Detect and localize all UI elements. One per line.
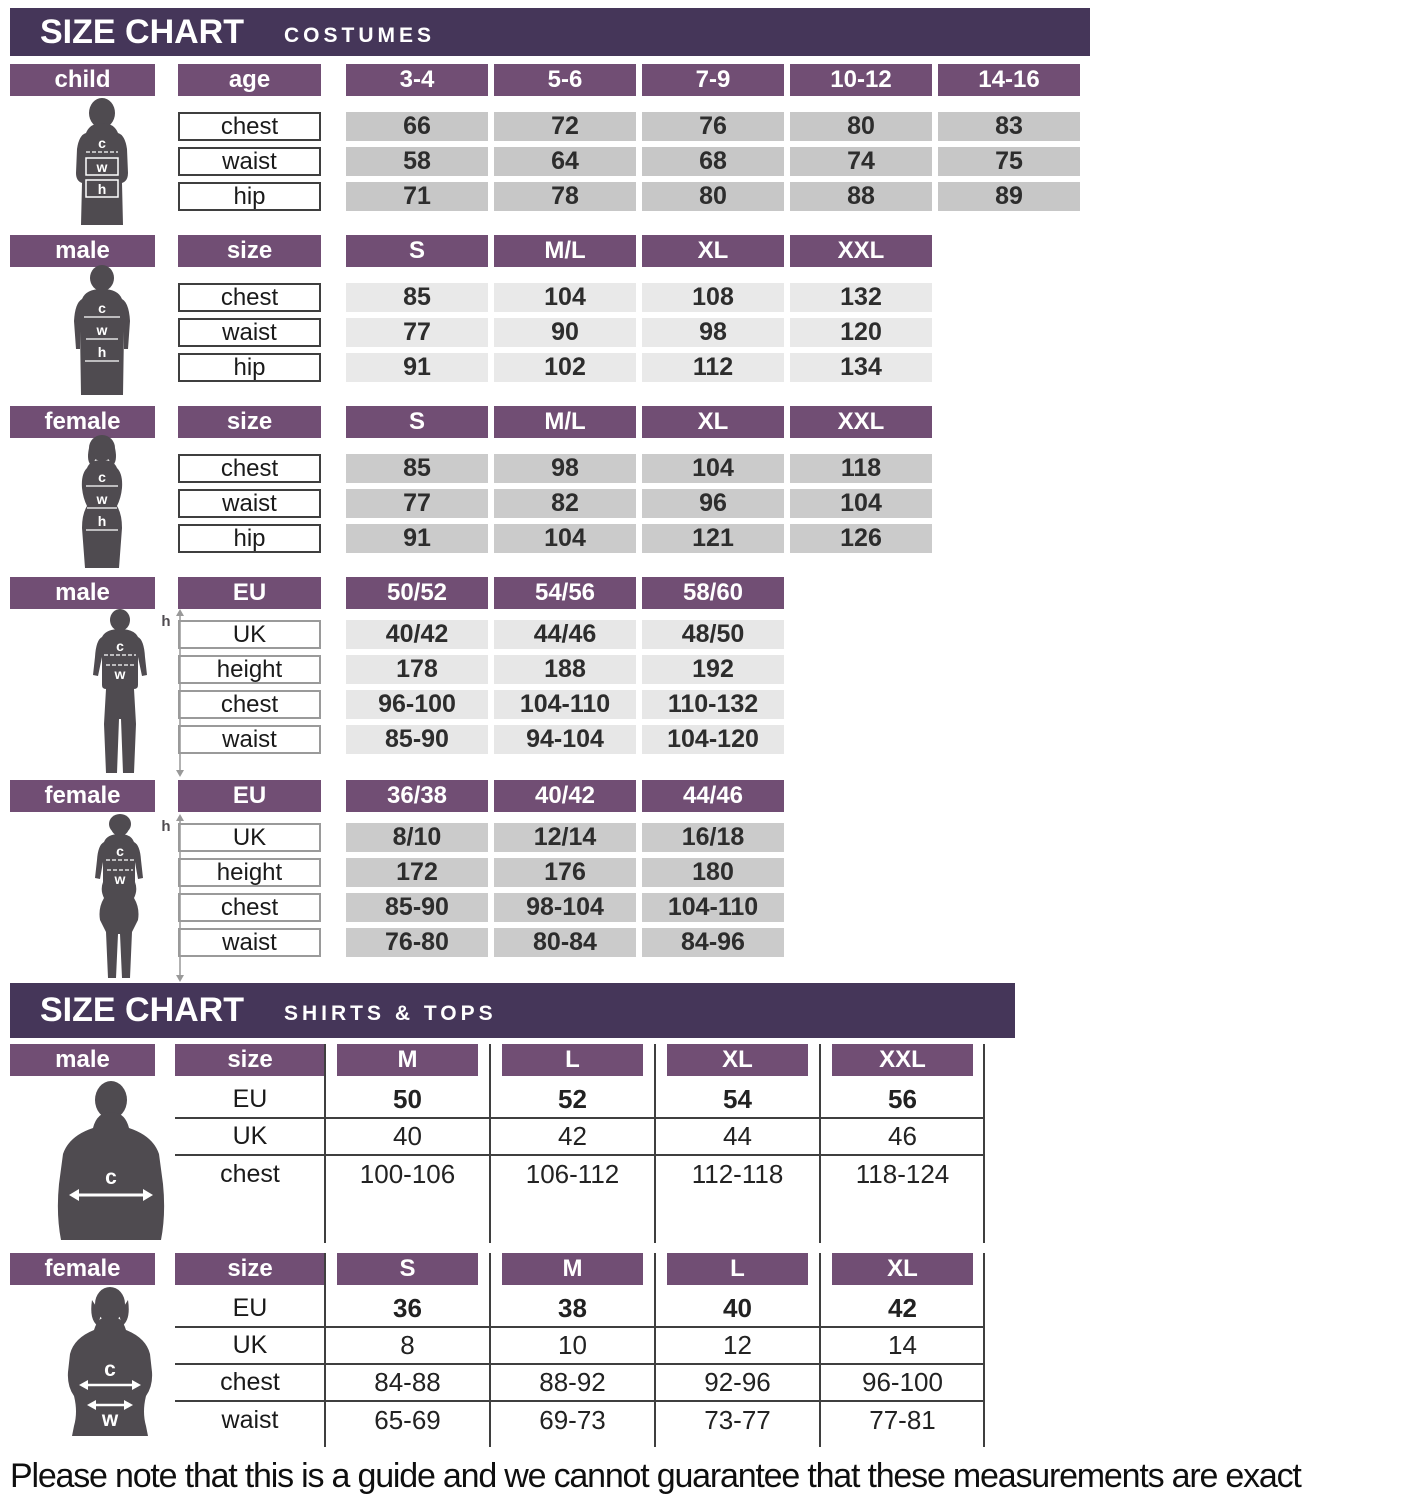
data-cell: 72 <box>494 112 636 141</box>
data-cell: 89 <box>938 182 1080 211</box>
table-row <box>10 283 1415 312</box>
table-row <box>175 1156 985 1193</box>
column-divider-line <box>819 1253 821 1447</box>
svg-text:h: h <box>161 818 171 835</box>
female-costumes-table <box>10 406 1415 553</box>
child-costumes-table <box>10 64 1415 211</box>
disclaimer-note: Please note that this is a guide and we cannot guarantee that these measurements are exact <box>10 1457 1301 1495</box>
data-cell: 64 <box>494 147 636 176</box>
column-header: 3-4 <box>346 64 488 96</box>
data-cell: 90 <box>494 318 636 347</box>
row-label: hip <box>178 524 321 553</box>
table-row <box>10 318 1415 347</box>
data-cell: 96-100 <box>346 690 488 719</box>
data-cell: 84-88 <box>374 1367 441 1397</box>
female-shirts-label-header: size <box>175 1253 325 1285</box>
male-costumes-rows <box>10 283 1415 382</box>
row-label: UK <box>178 620 321 649</box>
female-eu-rows <box>10 823 1415 957</box>
male-costumes-label-header: size <box>178 235 321 267</box>
shirts-tables-container <box>10 1044 1415 1447</box>
data-cell: 94-104 <box>494 725 636 754</box>
data-cell: 98-104 <box>494 893 636 922</box>
svg-text:h: h <box>97 344 107 360</box>
male-costumes-category-header: male <box>10 235 155 267</box>
shirts-banner-subtitle: SHIRTS & TOPS <box>284 1002 497 1025</box>
data-cell: 85 <box>346 454 488 483</box>
column-header: M/L <box>494 406 636 438</box>
data-cell: 98 <box>642 318 784 347</box>
row-label: UK <box>178 823 321 852</box>
data-cell: 112-118 <box>691 1159 784 1189</box>
data-cell: 77-81 <box>869 1405 936 1435</box>
male-eu-header-row <box>10 577 1415 609</box>
row-label: waist <box>221 1406 279 1434</box>
row-label: chest <box>178 690 321 719</box>
data-cell: 8 <box>400 1330 415 1360</box>
data-cell: 36 <box>393 1293 422 1323</box>
row-label: waist <box>178 928 321 957</box>
data-cell: 118 <box>790 454 932 483</box>
row-label: EU <box>232 1294 268 1322</box>
data-cell: 40 <box>723 1293 752 1323</box>
data-cell: 77 <box>346 489 488 518</box>
data-cell: 91 <box>346 353 488 382</box>
svg-text:c: c <box>104 1358 116 1381</box>
svg-text:w: w <box>101 1408 119 1431</box>
table-row <box>175 1291 985 1328</box>
data-cell: 104 <box>642 454 784 483</box>
data-cell: 69-73 <box>539 1405 606 1435</box>
data-cell: 104 <box>494 524 636 553</box>
male-chest-silhouette <box>45 1080 185 1247</box>
data-cell: 188 <box>494 655 636 684</box>
data-cell: 58 <box>346 147 488 176</box>
row-label: EU <box>232 1085 268 1113</box>
svg-text:h: h <box>97 181 107 197</box>
male-eu-rows <box>10 620 1415 754</box>
data-cell: 178 <box>346 655 488 684</box>
column-header: M <box>502 1253 643 1285</box>
svg-text:c: c <box>98 300 106 316</box>
data-cell: 44/46 <box>494 620 636 649</box>
male-costumes-table <box>10 235 1415 382</box>
data-cell: 88-92 <box>539 1367 606 1397</box>
data-cell: 85-90 <box>346 893 488 922</box>
table-row <box>10 147 1415 176</box>
female-eu-header-row <box>10 780 1415 812</box>
data-cell: 85 <box>346 283 488 312</box>
male-shirts-table <box>10 1044 1415 1243</box>
data-cell: 104 <box>790 489 932 518</box>
data-cell: 12/14 <box>494 823 636 852</box>
data-cell: 84-96 <box>642 928 784 957</box>
female-eu-table <box>10 780 1415 957</box>
child-costumes-category-header: child <box>10 64 155 96</box>
column-divider-line <box>654 1044 656 1243</box>
svg-text:c: c <box>116 638 124 654</box>
data-cell: 108 <box>642 283 784 312</box>
svg-text:h: h <box>161 613 171 630</box>
column-header: S <box>346 235 488 267</box>
table-row <box>175 1328 985 1365</box>
data-cell: 134 <box>790 353 932 382</box>
row-label: hip <box>178 182 321 211</box>
data-cell: 38 <box>558 1293 587 1323</box>
row-label: chest <box>220 1368 280 1396</box>
data-cell: 96 <box>642 489 784 518</box>
data-cell: 80 <box>790 112 932 141</box>
data-cell: 65-69 <box>374 1405 441 1435</box>
shirts-banner-title: SIZE CHART <box>40 991 244 1029</box>
column-header: 54/56 <box>494 577 636 609</box>
table-row <box>10 690 1415 719</box>
data-cell: 56 <box>888 1084 917 1114</box>
data-cell: 88 <box>790 182 932 211</box>
svg-text:w: w <box>114 871 126 887</box>
male-shirts-header-row <box>175 1044 985 1076</box>
column-divider-line <box>983 1253 985 1447</box>
table-row <box>10 112 1415 141</box>
column-header: M/L <box>494 235 636 267</box>
column-header: 44/46 <box>642 780 784 812</box>
data-cell: 46 <box>888 1121 917 1151</box>
female-costumes-rows <box>10 454 1415 553</box>
child-silhouette <box>65 97 140 232</box>
table-row <box>10 858 1415 887</box>
row-label: chest <box>220 1160 280 1188</box>
column-header: 40/42 <box>494 780 636 812</box>
female-shirts-table <box>10 1253 1415 1447</box>
data-cell: 180 <box>642 858 784 887</box>
data-cell: 83 <box>938 112 1080 141</box>
column-header: XXL <box>790 406 932 438</box>
row-label: waist <box>178 318 321 347</box>
male-costumes-header-row <box>10 235 1415 267</box>
data-cell: 126 <box>790 524 932 553</box>
data-cell: 71 <box>346 182 488 211</box>
data-cell: 40 <box>393 1121 422 1151</box>
table-row <box>10 823 1415 852</box>
female-eu-label-header: EU <box>178 780 321 812</box>
data-cell: 104-120 <box>642 725 784 754</box>
female-eu-category-header: female <box>10 780 155 812</box>
data-cell: 14 <box>888 1330 917 1360</box>
svg-text:c: c <box>105 1166 117 1189</box>
column-header: S <box>346 406 488 438</box>
child-costumes-label-header: age <box>178 64 321 96</box>
child-costumes-rows <box>10 112 1415 211</box>
column-header: XL <box>832 1253 973 1285</box>
column-header: XL <box>642 406 784 438</box>
table-row <box>10 524 1415 553</box>
data-cell: 96-100 <box>862 1367 943 1397</box>
data-cell: 106-112 <box>525 1159 620 1189</box>
costumes-banner-subtitle: COSTUMES <box>284 23 436 47</box>
data-cell: 104-110 <box>642 893 784 922</box>
female-shirts-header-row <box>175 1253 985 1285</box>
data-cell: 76-80 <box>346 928 488 957</box>
svg-text:w: w <box>96 491 108 507</box>
data-cell: 16/18 <box>642 823 784 852</box>
table-row <box>10 893 1415 922</box>
data-cell: 75 <box>938 147 1080 176</box>
data-cell: 66 <box>346 112 488 141</box>
data-cell: 80-84 <box>494 928 636 957</box>
svg-text:c: c <box>116 843 124 859</box>
column-header: XL <box>667 1044 808 1076</box>
data-cell: 118-124 <box>855 1159 950 1189</box>
data-cell: 100-106 <box>359 1159 456 1189</box>
female-costumes-category-header: female <box>10 406 155 438</box>
data-cell: 85-90 <box>346 725 488 754</box>
table-row <box>175 1082 985 1119</box>
row-label: UK <box>232 1122 268 1150</box>
table-row <box>175 1365 985 1402</box>
female-shirts-grid <box>175 1253 985 1447</box>
table-row <box>10 928 1415 957</box>
row-label: chest <box>178 112 321 141</box>
row-label: chest <box>178 893 321 922</box>
male-eu-table <box>10 577 1415 754</box>
shirts-banner <box>10 983 1015 1038</box>
data-cell: 73-77 <box>704 1405 771 1435</box>
column-divider-line <box>489 1253 491 1447</box>
column-header: XL <box>642 235 784 267</box>
data-cell: 48/50 <box>642 620 784 649</box>
female-costumes-label-header: size <box>178 406 321 438</box>
data-cell: 172 <box>346 858 488 887</box>
data-cell: 98 <box>494 454 636 483</box>
column-divider-line <box>489 1044 491 1243</box>
table-row <box>10 655 1415 684</box>
data-cell: 40/42 <box>346 620 488 649</box>
column-divider-line <box>983 1044 985 1243</box>
svg-text:w: w <box>114 666 126 682</box>
data-cell: 112 <box>642 353 784 382</box>
svg-text:c: c <box>98 469 106 485</box>
table-row <box>10 620 1415 649</box>
data-cell: 132 <box>790 283 932 312</box>
column-header: 14-16 <box>938 64 1080 96</box>
row-label: waist <box>178 489 321 518</box>
data-cell: 92-96 <box>704 1367 771 1397</box>
data-cell: 8/10 <box>346 823 488 852</box>
female-chest-silhouette <box>48 1286 183 1443</box>
costumes-banner-title: SIZE CHART <box>40 12 244 51</box>
data-cell: 78 <box>494 182 636 211</box>
column-divider-line <box>654 1253 656 1447</box>
data-cell: 80 <box>642 182 784 211</box>
svg-text:c: c <box>98 135 106 151</box>
male-shirts-category-header: male <box>10 1044 155 1076</box>
data-cell: 91 <box>346 524 488 553</box>
column-header: 5-6 <box>494 64 636 96</box>
column-header: 58/60 <box>642 577 784 609</box>
row-label: waist <box>178 147 321 176</box>
svg-text:w: w <box>96 322 108 338</box>
data-cell: 44 <box>723 1121 752 1151</box>
data-cell: 104 <box>494 283 636 312</box>
female-shirts-category-header: female <box>10 1253 155 1285</box>
column-divider-line <box>324 1044 326 1243</box>
data-cell: 42 <box>558 1121 587 1151</box>
data-cell: 120 <box>790 318 932 347</box>
male-shirts-grid <box>175 1044 985 1243</box>
male-shirts-label-header: size <box>175 1044 325 1076</box>
table-row <box>10 725 1415 754</box>
data-cell: 74 <box>790 147 932 176</box>
column-divider-line <box>324 1253 326 1447</box>
column-header: XXL <box>790 235 932 267</box>
male-eu-category-header: male <box>10 577 155 609</box>
row-label: height <box>178 655 321 684</box>
column-header: 10-12 <box>790 64 932 96</box>
svg-text:w: w <box>96 159 108 175</box>
row-label: chest <box>178 454 321 483</box>
row-label: height <box>178 858 321 887</box>
data-cell: 104-110 <box>494 690 636 719</box>
column-header: 50/52 <box>346 577 488 609</box>
column-header: XXL <box>832 1044 973 1076</box>
column-divider-line <box>819 1044 821 1243</box>
data-cell: 176 <box>494 858 636 887</box>
female-silhouette <box>62 434 142 575</box>
column-header: 7-9 <box>642 64 784 96</box>
data-cell: 42 <box>888 1293 917 1323</box>
data-cell: 10 <box>558 1330 587 1360</box>
data-cell: 82 <box>494 489 636 518</box>
data-cell: 121 <box>642 524 784 553</box>
data-cell: 54 <box>723 1084 752 1114</box>
data-cell: 76 <box>642 112 784 141</box>
data-cell: 102 <box>494 353 636 382</box>
data-cell: 77 <box>346 318 488 347</box>
table-row <box>175 1119 985 1156</box>
data-cell: 50 <box>393 1084 422 1114</box>
female-costumes-header-row <box>10 406 1415 438</box>
column-header: S <box>337 1253 478 1285</box>
row-label: waist <box>178 725 321 754</box>
table-row <box>10 353 1415 382</box>
column-header: L <box>502 1044 643 1076</box>
costumes-tables-container <box>10 64 1415 957</box>
male-height-silhouette <box>68 609 198 782</box>
column-header: L <box>667 1253 808 1285</box>
data-cell: 110-132 <box>642 690 784 719</box>
table-row <box>175 1402 985 1439</box>
data-cell: 12 <box>723 1330 752 1360</box>
column-header: M <box>337 1044 478 1076</box>
row-label: hip <box>178 353 321 382</box>
male-eu-label-header: EU <box>178 577 321 609</box>
svg-text:h: h <box>97 513 107 529</box>
data-cell: 192 <box>642 655 784 684</box>
costumes-banner <box>10 8 1090 56</box>
table-row <box>10 454 1415 483</box>
column-header: 36/38 <box>346 780 488 812</box>
data-cell: 68 <box>642 147 784 176</box>
row-label: chest <box>178 283 321 312</box>
male-silhouette <box>62 265 142 402</box>
child-costumes-header-row <box>10 64 1415 96</box>
data-cell: 52 <box>558 1084 587 1114</box>
table-row <box>10 489 1415 518</box>
table-row <box>10 182 1415 211</box>
female-height-silhouette <box>68 814 198 987</box>
row-label: UK <box>232 1331 268 1359</box>
